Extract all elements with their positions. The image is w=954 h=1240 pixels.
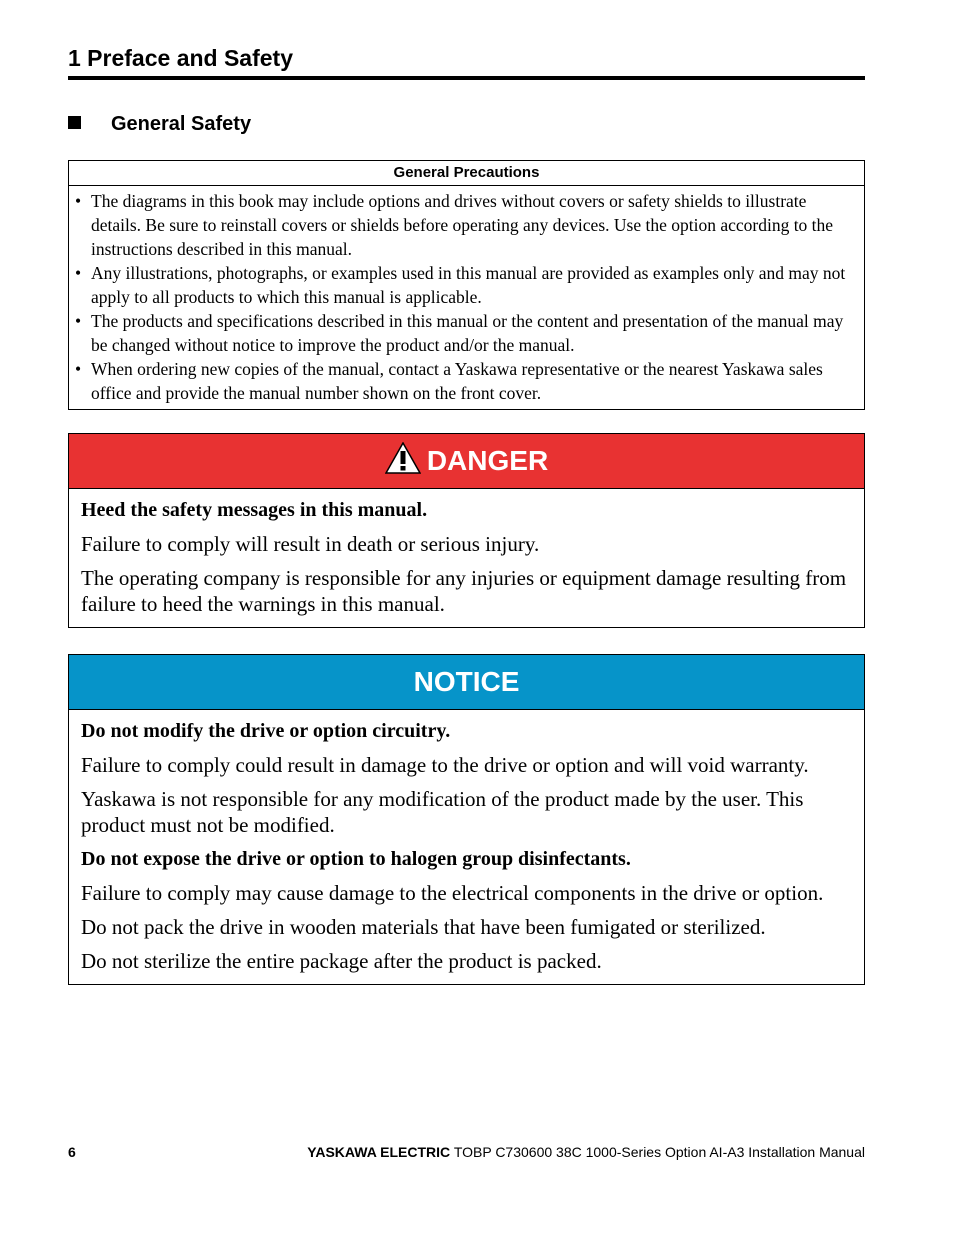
precautions-title: General Precautions [69, 161, 864, 186]
notice-label: NOTICE [413, 666, 520, 697]
danger-body [69, 489, 864, 627]
notice-text: Failure to comply could result in damage to the drive or option and will void warranty. [81, 753, 809, 777]
danger-heading: Heed the safety messages in this manual. [81, 499, 428, 521]
danger-header [69, 434, 864, 489]
list-item-text: The diagrams in this book may include options and drives without covers or safety shields to illustrate details. Be sure to reinstall covers or shields before operating any devices. Use the option according to the instructions described in this manual. [91, 191, 834, 259]
precautions-list [69, 186, 864, 409]
bullet-icon: • [75, 311, 82, 331]
bullet-icon: • [75, 191, 82, 211]
footer-manual-title: TOBP C730600 38C 1000-Series Option AI-A3 Installation Manual [453, 1144, 865, 1160]
notice-text: Yaskawa is not responsible for any modification of the product made by the user. This product must not be modified. [81, 787, 804, 837]
list-item [75, 189, 856, 261]
notice-header [69, 655, 864, 710]
general-precautions-table [68, 160, 865, 410]
list-item-text: The products and specifications described in this manual or the content and presentation of the manual may be changed without notice to improve the product and/or the manual. [91, 311, 844, 355]
list-item-text: When ordering new copies of the manual, contact a Yaskawa representative or the nearest Yaskawa sales office and provide the manual number shown on the front cover. [91, 359, 823, 403]
footer-brand: YASKAWA ELECTRIC [307, 1144, 451, 1160]
notice-heading: Do not expose the drive or option to halogen group disinfectants. [81, 848, 631, 870]
danger-text: Failure to comply will result in death or serious injury. [81, 532, 540, 556]
danger-text: The operating company is responsible for any injuries or equipment damage resulting from failure to heed the warnings in this manual. [81, 566, 847, 616]
list-item-text: Any illustrations, photographs, or examples used in this manual are provided as examples only and may not apply to all products to which this manual is applicable. [91, 263, 846, 307]
notice-heading: Do not modify the drive or option circuitry. [81, 720, 451, 742]
footer-manual-info [307, 1143, 865, 1161]
notice-box [68, 654, 865, 985]
notice-text: Failure to comply may cause damage to the electrical components in the drive or option. [81, 881, 824, 905]
chapter-rule [68, 76, 865, 80]
notice-text: Do not pack the drive in wooden materials that have been fumigated or sterilized. [81, 915, 766, 939]
square-bullet-icon [68, 116, 81, 129]
chapter-title: 1 Preface and Safety [68, 45, 294, 71]
bullet-icon: • [75, 263, 82, 283]
section-title: General Safety [111, 113, 252, 135]
list-item [75, 261, 856, 309]
list-item [75, 357, 856, 405]
bullet-icon: • [75, 359, 82, 379]
notice-text: Do not sterilize the entire package after the product is packed. [81, 949, 602, 973]
danger-label: DANGER [426, 445, 549, 476]
page-number: 6 [68, 1144, 76, 1160]
section-heading [68, 112, 251, 136]
danger-box [68, 433, 865, 628]
warning-triangle-icon [385, 442, 421, 481]
notice-body [69, 710, 864, 984]
list-item [75, 309, 856, 357]
